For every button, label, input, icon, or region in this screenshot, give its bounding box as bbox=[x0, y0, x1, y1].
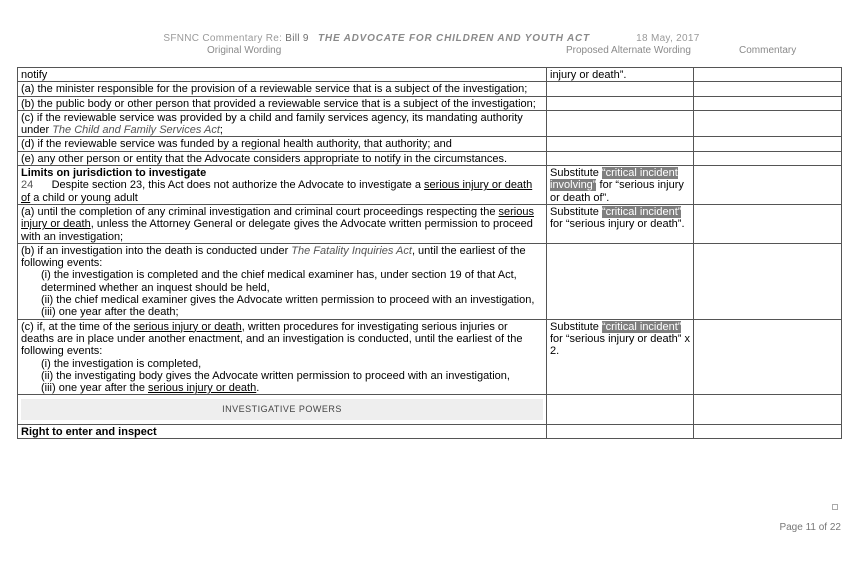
commentary-cell bbox=[694, 319, 842, 395]
table-row bbox=[18, 319, 842, 395]
table-row bbox=[18, 137, 842, 151]
clause-text: (c) if the reviewable service was provided by a child and family services agency, its mandating authority under bbox=[21, 111, 523, 137]
proposed-text: Substitute bbox=[550, 205, 602, 218]
proposed-cell bbox=[547, 110, 694, 137]
proposed-cell bbox=[547, 319, 694, 395]
header-act-title: THE ADVOCATE FOR CHILDREN AND YOUTH ACT bbox=[318, 33, 590, 44]
section-number: 24 bbox=[21, 179, 34, 192]
original-cell bbox=[18, 110, 547, 137]
subclause-i: (i) the investigation is completed, bbox=[41, 357, 202, 370]
original-cell bbox=[18, 204, 547, 243]
original-cell bbox=[18, 243, 547, 319]
clause-text: . bbox=[256, 382, 260, 395]
subclause-iii bbox=[21, 382, 543, 394]
table-row bbox=[18, 82, 842, 96]
table-resize-handle[interactable] bbox=[832, 504, 838, 510]
proposed-text: for “serious injury or death” x 2. bbox=[550, 332, 690, 358]
highlighted-phrase: “critical incident” bbox=[601, 320, 682, 333]
clause-text: ; bbox=[219, 124, 223, 137]
commentary-cell bbox=[694, 110, 842, 137]
subclause-iii: (iii) one year after the death; bbox=[41, 306, 179, 319]
table-row bbox=[18, 243, 842, 319]
table-row bbox=[18, 68, 842, 82]
table-row bbox=[18, 395, 842, 424]
highlighted-phrase: “critical incident involving” bbox=[550, 167, 678, 192]
proposed-cell bbox=[547, 204, 694, 243]
subclause-i: (i) the investigation is completed and the chief medical examiner has, under section 19 of that Act, determined whether an inquest should be held, bbox=[41, 269, 517, 294]
proposed-cell bbox=[547, 166, 694, 205]
table-row bbox=[18, 96, 842, 110]
clause-text: (a) until the completion of any criminal investigation and criminal court proceedings respecting the bbox=[21, 205, 499, 218]
original-cell: (a) the minister responsible for the provision of a reviewable service that is a subject of the investigation; bbox=[18, 82, 547, 96]
commentary-cell bbox=[694, 204, 842, 243]
act-reference: The Child and Family Services Act bbox=[52, 124, 220, 137]
highlighted-phrase: “critical incident” bbox=[601, 205, 682, 218]
page-number: Page 11 of 22 bbox=[779, 522, 841, 533]
commentary-cell bbox=[694, 243, 842, 319]
subclause-ii: (ii) the investigating body gives the Advocate written permission to proceed with an investigation, bbox=[41, 369, 510, 382]
original-cell: (d) if the reviewable service was funded by a regional health authority, that authority; and bbox=[18, 137, 547, 151]
header-prefix: SFNNC Commentary Re: bbox=[163, 33, 283, 44]
header-bill: Bill 9 bbox=[285, 33, 309, 44]
column-header-original: Original Wording bbox=[207, 45, 282, 56]
underlined-phrase: serious injury or death bbox=[21, 205, 534, 231]
document-header-title bbox=[0, 33, 863, 44]
header-date: 18 May, 2017 bbox=[636, 33, 700, 44]
proposed-cell bbox=[547, 243, 694, 319]
commentary-cell bbox=[694, 395, 842, 424]
proposed-cell bbox=[547, 137, 694, 151]
column-header-commentary: Commentary bbox=[739, 45, 797, 56]
proposed-text: Substitute bbox=[550, 167, 602, 180]
proposed-cell bbox=[547, 424, 694, 438]
clause-text: (iii) one year after the bbox=[41, 382, 148, 395]
commentary-table bbox=[17, 67, 842, 439]
underlined-phrase: serious injury or death of bbox=[21, 179, 533, 204]
commentary-cell bbox=[694, 424, 842, 438]
table-row bbox=[18, 110, 842, 137]
original-cell: (e) any other person or entity that the Advocate considers appropriate to notify in the circumstances. bbox=[18, 151, 547, 165]
commentary-cell bbox=[694, 151, 842, 165]
proposed-cell bbox=[547, 96, 694, 110]
proposed-text: for “serious injury or death”. bbox=[550, 218, 685, 231]
commentary-cell bbox=[694, 68, 842, 82]
proposed-cell bbox=[547, 151, 694, 165]
table-row bbox=[18, 424, 842, 438]
original-cell bbox=[18, 166, 547, 205]
proposed-text: for “serious injury or death of”. bbox=[550, 179, 684, 204]
table-row bbox=[18, 166, 842, 205]
part-heading: INVESTIGATIVE POWERS bbox=[21, 399, 543, 419]
column-header-proposed: Proposed Alternate Wording bbox=[566, 45, 691, 56]
commentary-cell bbox=[694, 166, 842, 205]
underlined-phrase: serious injury or death bbox=[148, 382, 257, 395]
table-row bbox=[18, 151, 842, 165]
act-reference: The Fatality Inquiries Act bbox=[291, 244, 412, 257]
table-row bbox=[18, 204, 842, 243]
clause-intro bbox=[21, 321, 543, 358]
subclause-ii: (ii) the chief medical examiner gives the Advocate written permission to proceed with an investigation, bbox=[41, 294, 535, 307]
underlined-phrase: serious injury or death bbox=[133, 320, 242, 333]
commentary-cell bbox=[694, 96, 842, 110]
commentary-cell bbox=[694, 82, 842, 96]
clause-text: , written procedures for investigating serious injuries or deaths are in place under another enactment, and an investigation is conducted, until the earliest of the following events: bbox=[21, 320, 523, 358]
original-cell: notify bbox=[18, 68, 547, 82]
section-text bbox=[21, 179, 543, 204]
clause-intro bbox=[21, 245, 543, 270]
original-cell bbox=[18, 395, 547, 424]
clause-text: a child or young adult bbox=[30, 191, 138, 204]
original-cell: (b) the public body or other person that provided a reviewable service that is a subject of the investigation; bbox=[18, 96, 547, 110]
proposed-cell: injury or death”. bbox=[547, 68, 694, 82]
proposed-cell bbox=[547, 82, 694, 96]
clause-text: Despite section 23, this Act does not authorize the Advocate to investigate a bbox=[51, 179, 424, 192]
clause-text: , until the earliest of the following events: bbox=[21, 244, 526, 270]
commentary-cell bbox=[694, 137, 842, 151]
original-cell bbox=[18, 319, 547, 395]
clause-text: (b) if an investigation into the death is conducted under bbox=[21, 244, 292, 257]
clause-text: (c) if, at the time of the bbox=[21, 320, 134, 333]
original-cell: Right to enter and inspect bbox=[18, 424, 547, 438]
clause-text: , unless the Attorney General or delegate gives the Advocate written permission to proceed with an investigation; bbox=[21, 218, 533, 243]
section-heading: Limits on jurisdiction to investigate bbox=[21, 167, 207, 180]
proposed-text: Substitute bbox=[550, 320, 602, 333]
proposed-cell bbox=[547, 395, 694, 424]
